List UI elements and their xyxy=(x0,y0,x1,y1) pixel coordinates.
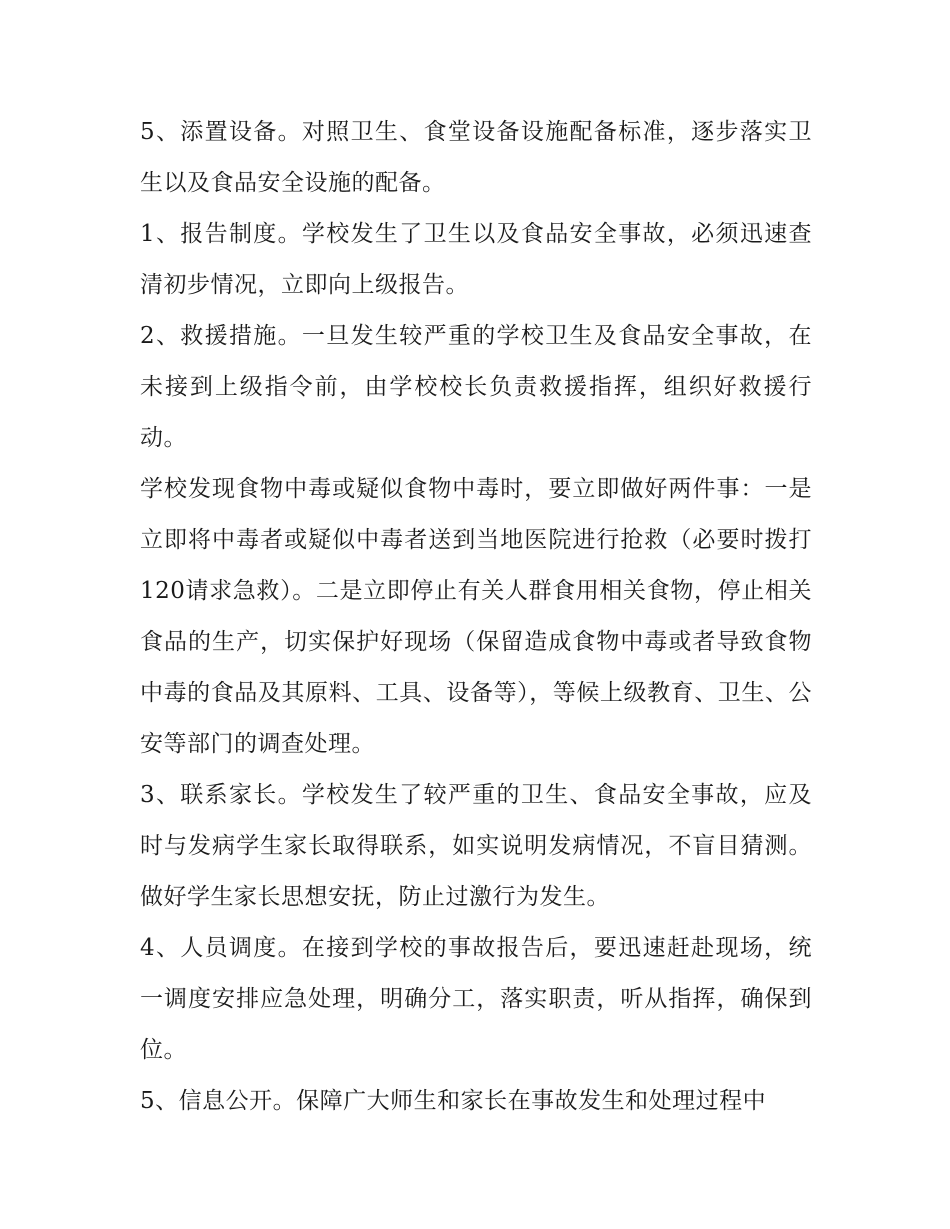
paragraph-staff-dispatch: 4、人员调度。在接到学校的事故报告后，要迅速赶赴现场，统一调度安排应急处理，明确分工，落实职责，听从指挥，确保到位。 xyxy=(140,935,812,1063)
paragraph-food-poisoning-response: 学校发现食物中毒或疑似食物中毒时，要立即做好两件事：一是立即将中毒者或疑似中毒者送到当地医院进行抢救（必要时拨打120请求急救）。二是立即停止有关人群食用相关食物，停止相关食品的生产，切实保护好现场（保留造成食物中毒或者导致食物中毒的食品及其原料、工具、设备等），等候上级教育、卫生、公安等部门的调查处理。 xyxy=(140,476,812,757)
paragraph-reporting-system: 1、报告制度。学校发生了卫生以及食品安全事故，必须迅速查清初步情况，立即向上级报告。 xyxy=(140,221,812,298)
paragraph-contact-parents: 3、联系家长。学校发生了较严重的卫生、食品安全事故，应及时与发病学生家长取得联系，如实说明发病情况，不盲目猜测。做好学生家长思想安抚，防止过激行为发生。 xyxy=(140,782,812,910)
paragraph-rescue-measures: 2、救援措施。一旦发生较严重的学校卫生及食品安全事故，在未接到上级指令前，由学校校长负责救援指挥，组织好救援行动。 xyxy=(140,323,812,451)
paragraph-add-equipment: 5、添置设备。对照卫生、食堂设备设施配备标准，逐步落实卫生以及食品安全设施的配备。 xyxy=(140,119,812,196)
paragraph-information-disclosure: 5、信息公开。保障广大师生和家长在事故发生和处理过程中 xyxy=(140,1088,767,1114)
document-body xyxy=(140,107,812,1127)
